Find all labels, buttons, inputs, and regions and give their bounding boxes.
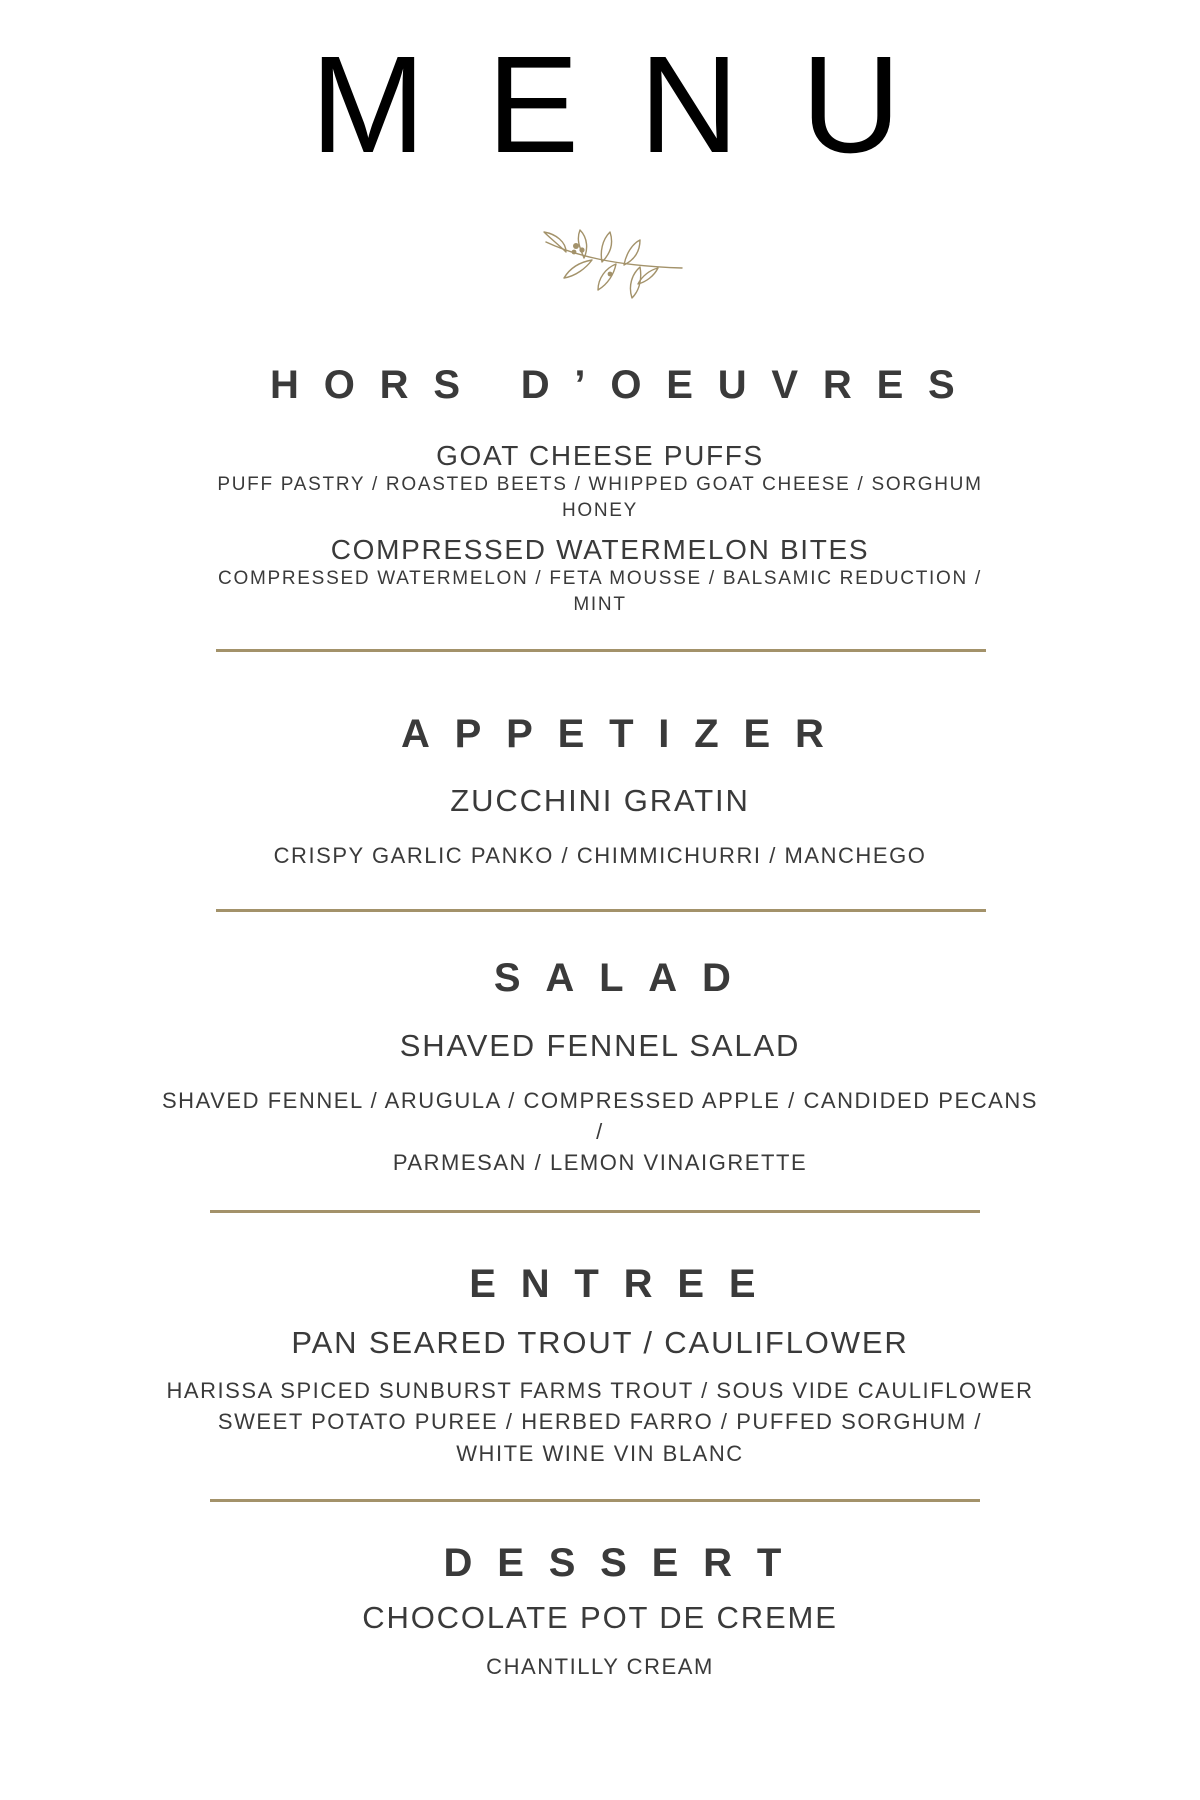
dish-name: COMPRESSED WATERMELON BITES (330, 534, 870, 565)
dish-name: SHAVED FENNEL SALAD (399, 1028, 801, 1063)
section-divider (216, 649, 986, 652)
dish-description: SWEET POTATO PUREE / HERBED FARRO / PUFFED SORGHUM / (217, 1409, 983, 1434)
section-title-salad: SALAD (493, 956, 756, 1000)
dish-description: CRISPY GARLIC PANKO / CHIMMICHURRI / MANCHEGO (273, 843, 927, 868)
section-divider (210, 1499, 980, 1502)
dish-description: HONEY (561, 500, 639, 521)
section-title-appetizer: APPETIZER (400, 712, 849, 756)
menu-title-letter: M (310, 28, 426, 182)
menu-title-letter: N (639, 28, 739, 182)
dish-description: SHAVED FENNEL / ARUGULA / COMPRESSED APPLE / CANDIDED PECANS (161, 1088, 1039, 1113)
dish-description: WHITE WINE VIN BLANC (456, 1441, 744, 1466)
dish-description: PUFF PASTRY / ROASTED BEETS / WHIPPED GOAT CHEESE / SORGHUM (217, 474, 983, 495)
dish-description: MINT (573, 594, 627, 615)
section-title-hors-doeuvres: HORS D’OEUVRES (270, 363, 980, 407)
menu-title (0, 30, 1200, 180)
dish-name: GOAT CHEESE PUFFS (436, 440, 764, 471)
menu-title-letter: U (801, 28, 901, 182)
dish-description: HARISSA SPICED SUNBURST FARMS TROUT / SOUS VIDE CAULIFLOWER (166, 1378, 1034, 1403)
menu-title-letter: E (486, 28, 580, 182)
dish-description: COMPRESSED WATERMELON / FETA MOUSSE / BALSAMIC REDUCTION / (218, 568, 982, 589)
dish-name: ZUCCHINI GRATIN (450, 783, 750, 818)
section-divider (216, 909, 986, 912)
section-title-entree: ENTREE (469, 1262, 781, 1306)
dish-description: / (596, 1119, 604, 1144)
dish-name: CHOCOLATE POT DE CREME (362, 1600, 838, 1635)
dish-description: PARMESAN / LEMON VINAIGRETTE (392, 1150, 808, 1175)
olive-branch-icon (536, 220, 686, 310)
section-divider (210, 1210, 980, 1213)
dish-name: PAN SEARED TROUT / CAULIFLOWER (291, 1325, 909, 1360)
section-title-dessert: DESSERT (443, 1541, 807, 1585)
dish-description: CHANTILLY CREAM (486, 1654, 714, 1679)
